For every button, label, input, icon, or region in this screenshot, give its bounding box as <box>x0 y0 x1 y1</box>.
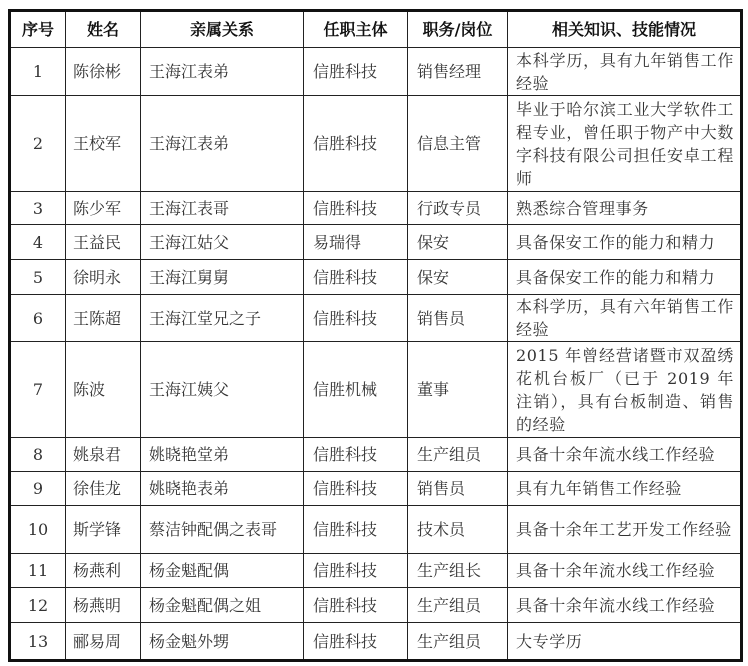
cell-skills: 具备保安工作的能力和精力 <box>508 225 742 260</box>
table-row <box>10 192 742 225</box>
table-row <box>10 260 742 295</box>
header-name: 姓名 <box>66 11 141 48</box>
cell-relation: 王海江堂兄之子 <box>141 295 304 342</box>
cell-employer: 信胜科技 <box>304 623 408 661</box>
cell-name: 杨燕利 <box>66 554 141 588</box>
cell-no: 8 <box>10 438 66 472</box>
table-row <box>10 506 742 554</box>
table-row <box>10 48 742 96</box>
cell-name: 王益民 <box>66 225 141 260</box>
cell-no: 6 <box>10 295 66 342</box>
cell-name: 陈波 <box>66 342 141 438</box>
cell-name: 陈少军 <box>66 192 141 225</box>
table-row <box>10 96 742 192</box>
cell-no: 2 <box>10 96 66 192</box>
cell-no: 13 <box>10 623 66 661</box>
cell-relation: 姚晓艳堂弟 <box>141 438 304 472</box>
cell-employer: 信胜科技 <box>304 472 408 506</box>
table-row <box>10 225 742 260</box>
cell-employer: 信胜科技 <box>304 96 408 192</box>
cell-position: 生产组员 <box>408 438 508 472</box>
cell-relation: 王海江表哥 <box>141 192 304 225</box>
cell-relation: 王海江表弟 <box>141 48 304 96</box>
cell-no: 12 <box>10 588 66 623</box>
cell-relation: 王海江姑父 <box>141 225 304 260</box>
table-row <box>10 472 742 506</box>
cell-relation: 姚晓艳表弟 <box>141 472 304 506</box>
cell-position: 董事 <box>408 342 508 438</box>
cell-position: 生产组员 <box>408 623 508 661</box>
cell-skills: 本科学历，具有九年销售工作经验 <box>508 48 742 96</box>
relatives-employment-table <box>8 9 743 662</box>
cell-position: 销售员 <box>408 472 508 506</box>
cell-name: 陈徐彬 <box>66 48 141 96</box>
cell-name: 徐佳龙 <box>66 472 141 506</box>
cell-employer: 信胜科技 <box>304 48 408 96</box>
table-row <box>10 342 742 438</box>
cell-relation: 王海江姨父 <box>141 342 304 438</box>
cell-skills: 2015 年曾经营诸暨市双盈绣花机台板厂（已于 2019 年注销），具有台板制造、销售的经验 <box>508 342 742 438</box>
cell-position: 生产组长 <box>408 554 508 588</box>
cell-no: 3 <box>10 192 66 225</box>
cell-position: 信息主管 <box>408 96 508 192</box>
cell-skills: 毕业于哈尔滨工业大学软件工程专业，曾任职于物产中大数字科技有限公司担任安卓工程师 <box>508 96 742 192</box>
table-row <box>10 554 742 588</box>
header-employer: 任职主体 <box>304 11 408 48</box>
cell-relation: 杨金魁配偶之姐 <box>141 588 304 623</box>
cell-name: 王陈超 <box>66 295 141 342</box>
cell-position: 销售员 <box>408 295 508 342</box>
cell-no: 1 <box>10 48 66 96</box>
cell-no: 10 <box>10 506 66 554</box>
header-no: 序号 <box>10 11 66 48</box>
cell-skills: 具备十余年工艺开发工作经验 <box>508 506 742 554</box>
cell-skills: 熟悉综合管理事务 <box>508 192 742 225</box>
header-row <box>10 11 742 48</box>
cell-relation: 王海江表弟 <box>141 96 304 192</box>
table-row <box>10 623 742 661</box>
cell-employer: 信胜科技 <box>304 438 408 472</box>
cell-skills: 具有九年销售工作经验 <box>508 472 742 506</box>
header-relation: 亲属关系 <box>141 11 304 48</box>
cell-skills: 具备十余年流水线工作经验 <box>508 588 742 623</box>
cell-name: 斯学锋 <box>66 506 141 554</box>
table-row <box>10 438 742 472</box>
cell-skills: 具备十余年流水线工作经验 <box>508 554 742 588</box>
cell-employer: 信胜科技 <box>304 260 408 295</box>
cell-position: 保安 <box>408 225 508 260</box>
cell-employer: 信胜科技 <box>304 295 408 342</box>
cell-name: 郦易周 <box>66 623 141 661</box>
cell-name: 杨燕明 <box>66 588 141 623</box>
cell-employer: 信胜科技 <box>304 588 408 623</box>
cell-name: 王校军 <box>66 96 141 192</box>
cell-position: 行政专员 <box>408 192 508 225</box>
cell-position: 保安 <box>408 260 508 295</box>
cell-no: 11 <box>10 554 66 588</box>
header-skills: 相关知识、技能情况 <box>508 11 742 48</box>
cell-employer: 易瑞得 <box>304 225 408 260</box>
cell-employer: 信胜科技 <box>304 554 408 588</box>
cell-relation: 杨金魁外甥 <box>141 623 304 661</box>
table-row <box>10 295 742 342</box>
cell-position: 技术员 <box>408 506 508 554</box>
table-row <box>10 588 742 623</box>
cell-no: 7 <box>10 342 66 438</box>
cell-skills: 大专学历 <box>508 623 742 661</box>
cell-skills: 具备十余年流水线工作经验 <box>508 438 742 472</box>
cell-employer: 信胜科技 <box>304 192 408 225</box>
header-position: 职务/岗位 <box>408 11 508 48</box>
cell-skills: 具备保安工作的能力和精力 <box>508 260 742 295</box>
cell-relation: 杨金魁配偶 <box>141 554 304 588</box>
cell-employer: 信胜机械 <box>304 342 408 438</box>
cell-employer: 信胜科技 <box>304 506 408 554</box>
cell-skills: 本科学历，具有六年销售工作经验 <box>508 295 742 342</box>
cell-name: 姚泉君 <box>66 438 141 472</box>
cell-no: 5 <box>10 260 66 295</box>
cell-relation: 蔡洁钟配偶之表哥 <box>141 506 304 554</box>
cell-position: 生产组员 <box>408 588 508 623</box>
cell-no: 4 <box>10 225 66 260</box>
cell-relation: 王海江舅舅 <box>141 260 304 295</box>
cell-position: 销售经理 <box>408 48 508 96</box>
cell-name: 徐明永 <box>66 260 141 295</box>
cell-no: 9 <box>10 472 66 506</box>
